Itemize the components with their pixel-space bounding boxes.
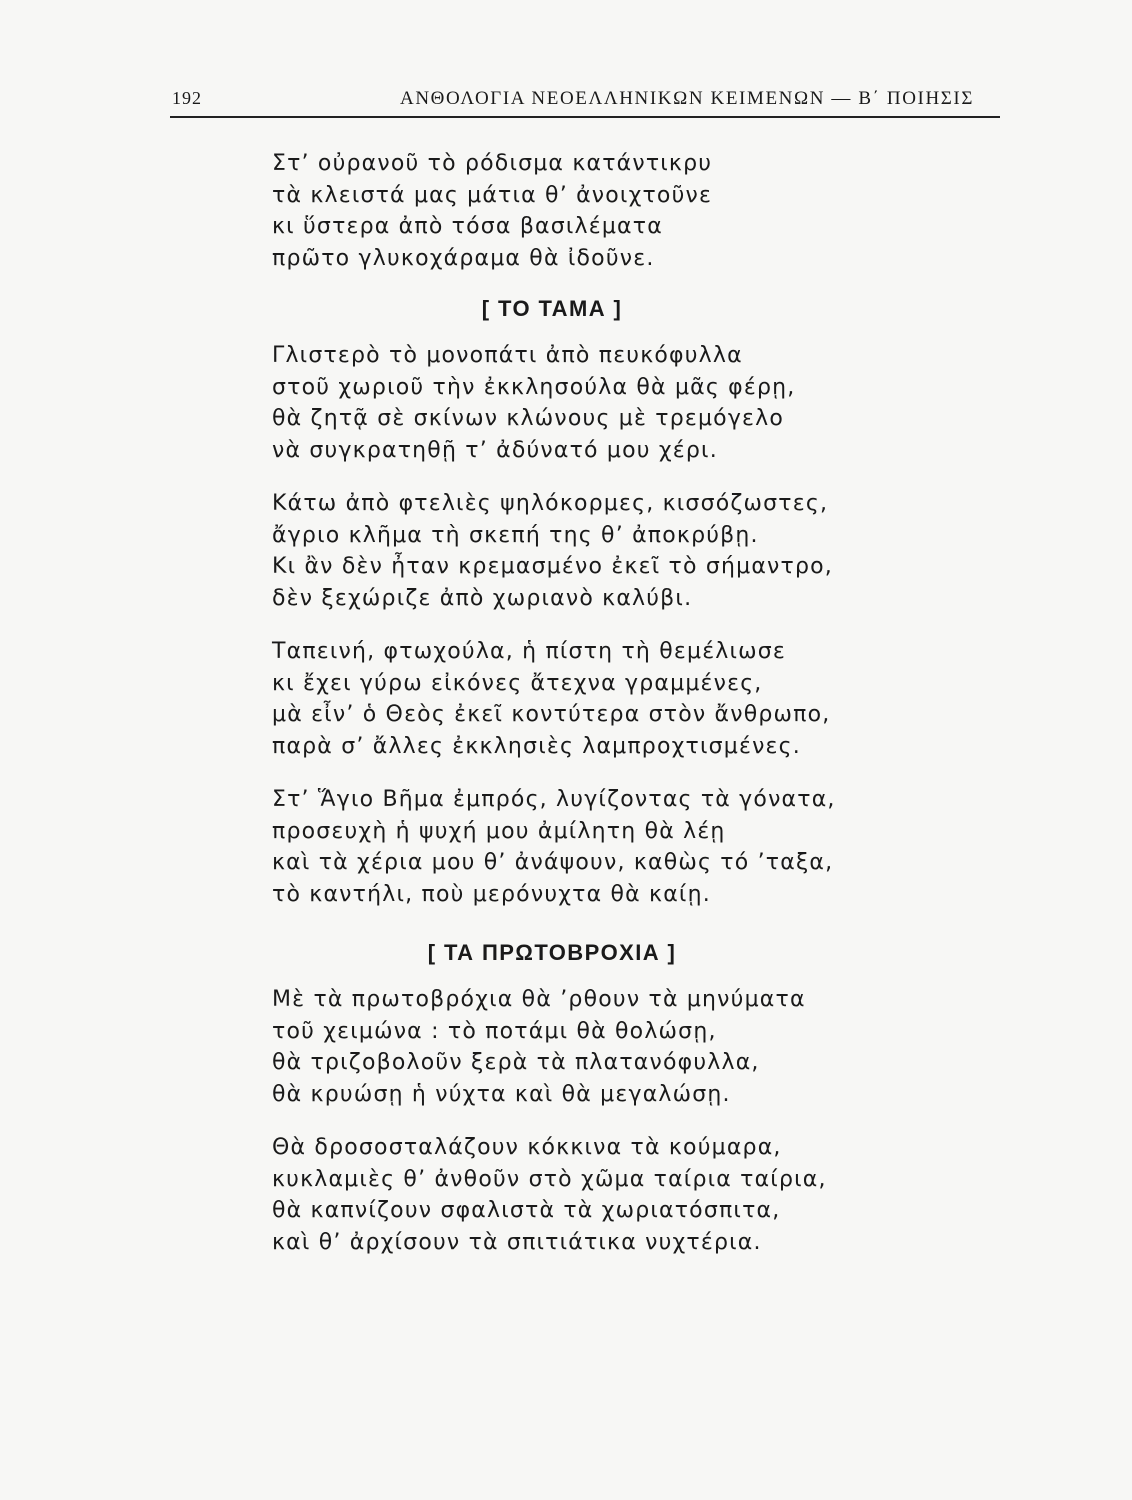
verse-line: Κι ἂν δὲν ἦταν κρεμασμένο ἐκεῖ τὸ σήμαντρο, [272, 554, 833, 579]
verse-line: στοῦ χωριοῦ τὴν ἐκκλησούλα θὰ μᾶς φέρῃ, [272, 374, 796, 400]
stanza [272, 340, 972, 466]
verse-line: τοῦ χειμώνα : τὸ ποτάμι θὰ θολώσῃ, [272, 1018, 717, 1044]
page-number: 192 [172, 88, 202, 108]
header-divider [170, 116, 1000, 118]
verse-line: θὰ τριζοβολοῦν ξερὰ τὰ πλατανόφυλλα, [272, 1050, 760, 1075]
verse-line: θὰ κρυώσῃ ἡ νύχτα καὶ θὰ μεγαλώσῃ. [272, 1081, 731, 1107]
poem-body [272, 148, 972, 1280]
verse-line: καὶ τὰ χέρια μου θ’ ἀνάψουν, καθὼς τό ’ταξα, [272, 850, 834, 875]
running-title: ΑΝΘΟΛΟΓΙΑ ΝΕΟΕΛΛΗΝΙΚΩΝ ΚΕΙΜΕΝΩΝ — Β΄ ΠΟΙΗΣΙΣ [400, 88, 975, 109]
verse-line: κι ἔχει γύρω εἰκόνες ἄτεχνα γραμμένες, [272, 670, 763, 696]
stanza [272, 488, 972, 614]
verse-line: δὲν ξεχώριζε ἀπὸ χωριανὸ καλύβι. [272, 585, 693, 611]
section-title-ta-protovrochia: [ ΤΑ ΠΡΩΤΟΒΡΟΧΙΑ ] [427, 940, 677, 965]
verse-line: θὰ καπνίζουν σφαλιστὰ τὰ χωριατόσπιτα, [272, 1198, 781, 1223]
verse-line: Θὰ δροσοσταλάζουν κόκκινα τὰ κούμαρα, [272, 1135, 782, 1160]
verse-line: τὰ κλειστά μας μάτια θ’ ἀνοιχτοῦνε [272, 182, 713, 208]
verse-line: Στ’ Ἅγιο Βῆμα ἐμπρός, λυγίζοντας τὰ γόνατα, [272, 787, 836, 812]
verse-line: θὰ ζητᾷ σὲ σκίνων κλώνους μὲ τρεμόγελο [272, 406, 785, 431]
verse-line: καὶ θ’ ἀρχίσουν τὰ σπιτιάτικα νυχτέρια. [272, 1229, 762, 1255]
verse-line: μὰ εἶν’ ὁ Θεὸς ἐκεῖ κοντύτερα στὸν ἄνθρωπο, [272, 702, 831, 727]
verse-line: Ταπεινή, φτωχούλα, ἡ πίστη τὴ θεμέλιωσε [272, 639, 787, 664]
verse-line: παρὰ σ’ ἄλλες ἐκκλησιὲς λαμπροχτισμένες. [272, 733, 801, 759]
verse-line: προσευχὴ ἡ ψυχή μου ἀμίλητη θὰ λέῃ [272, 818, 726, 844]
stanza [272, 636, 972, 762]
section-title-to-tama: [ ΤΟ ΤΑΜΑ ] [481, 296, 623, 321]
verse-line: τὸ καντήλι, ποὺ μερόνυχτα θὰ καίῃ. [272, 881, 711, 907]
verse-line: Μὲ τὰ πρωτοβρόχια θὰ ’ρθουν τὰ μηνύματα [272, 987, 806, 1012]
stanza [272, 1132, 972, 1258]
verse-line: Κάτω ἀπὸ φτελιὲς ψηλόκορμες, κισσόζωστες, [272, 491, 829, 516]
verse-line: ἄγριο κλῆμα τὴ σκεπή της θ’ ἀποκρύβῃ. [272, 522, 759, 548]
verse-line: πρῶτο γλυκοχάραμα θὰ ἰδοῦνε. [272, 245, 655, 271]
verse-line: κι ὕστερα ἀπὸ τόσα βασιλέματα [272, 214, 663, 239]
stanza-intro [272, 148, 972, 274]
stanza [272, 784, 972, 910]
verse-line: νὰ συγκρατηθῇ τ’ ἀδύνατό μου χέρι. [272, 437, 718, 463]
verse-line: Γλιστερὸ τὸ μονοπάτι ἀπὸ πευκόφυλλα [272, 343, 743, 368]
stanza [272, 984, 972, 1110]
verse-line: κυκλαμιὲς θ’ ἀνθοῦν στὸ χῶμα ταίρια ταίρια, [272, 1166, 827, 1192]
verse-line: Στ’ οὐρανοῦ τὸ ρόδισμα κατάντικρυ [272, 151, 713, 176]
